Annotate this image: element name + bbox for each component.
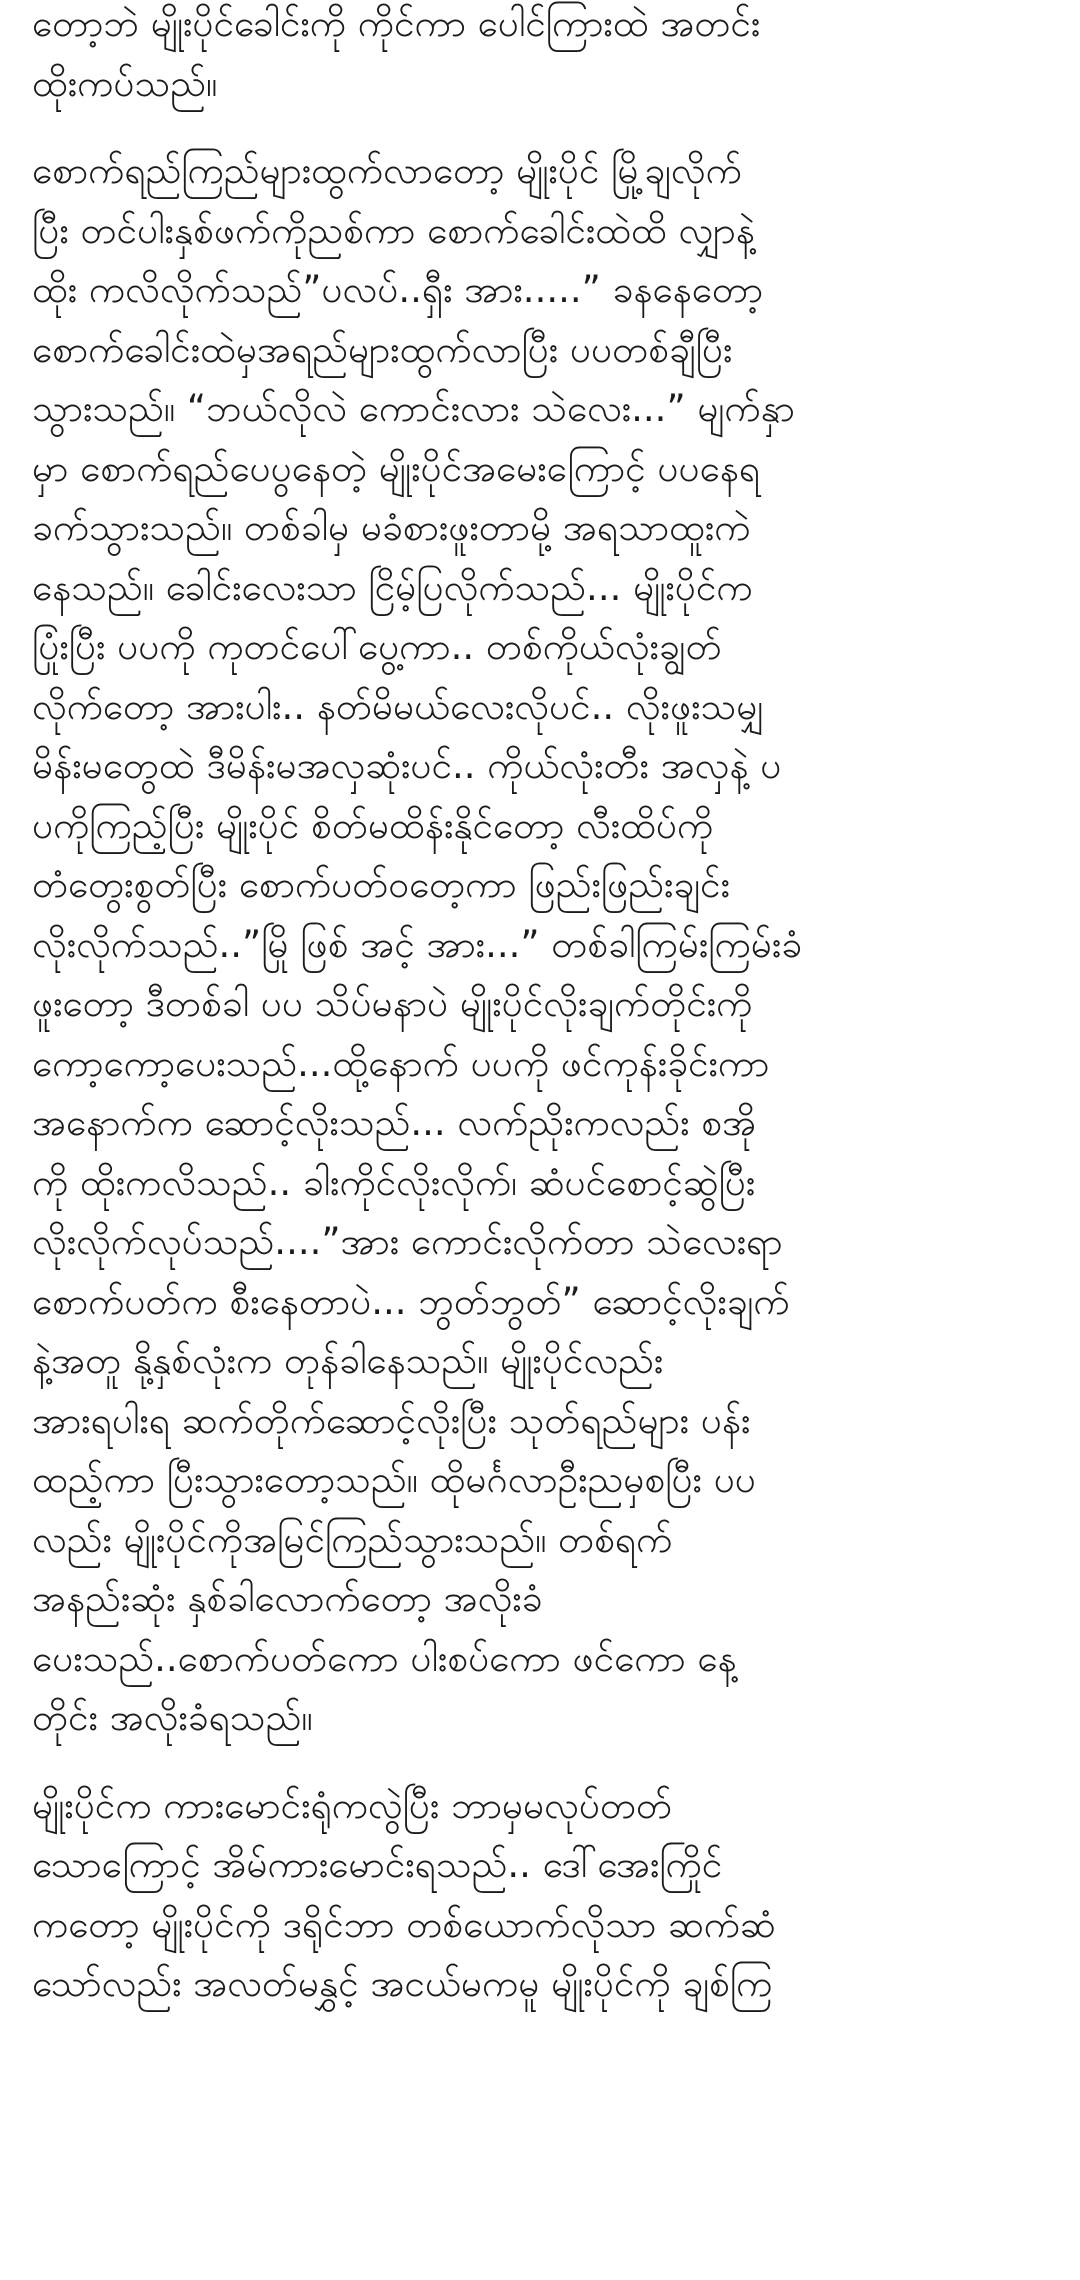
- story-line: နေသည်။ ခေါင်းလေးသာ ငြိမ့်ပြလိုက်သည်... မျိုးပိုင်က: [32, 565, 753, 609]
- story-paragraph: [32, 1776, 1052, 2014]
- story-line: လိုက်တော့ အားပါး.. နတ်မိမယ်လေးလိုပင်.. လိုးဖူးသမျှ: [32, 684, 765, 728]
- story-line: အနည်းဆုံး နှစ်ခါလောက်တော့ အလိုးခံ: [32, 1577, 543, 1620]
- story-paragraph: [32, 141, 1052, 1748]
- story-line: သောကြောင့် အိမ်ကားမောင်းရသည်.. ဒေါ်အေးကြိုင်: [32, 1843, 723, 1886]
- story-line: စောက်ရည်ကြည်များထွက်လာတော့ မျိုးပိုင် မြို့ချလိုက်: [32, 149, 742, 192]
- story-line: ကတော့ မျိုးပိုင်ကို ဒရိုင်ဘာ တစ်ယောက်လိုသာ ဆက်ဆံ: [32, 1902, 776, 1946]
- story-line: နဲ့အတူ နို့နှစ်လုံးက တုန်ခါနေသည်။ မျိုးပိုင်လည်း: [32, 1339, 664, 1382]
- story-line: ပကိုကြည့်ပြီး မျိုးပိုင် စိတ်မထိန်းနိုင်တော့ လီးထိပ်ကို: [32, 803, 714, 847]
- story-text: [32, 0, 1052, 2042]
- story-line: တိုင်း အလိုးခံရသည်။: [32, 1696, 313, 1739]
- story-line: ပြုံးပြီး ပပကို ကုတင်ပေါ်ပွေ့ကာ.. တစ်ကိုယ်လုံးချွတ်: [32, 625, 722, 668]
- story-line: စောက်ပတ်က စီးနေတာပဲ... ဘွတ်ဘွတ်” ဆောင့်လိုးချက်: [32, 1279, 790, 1323]
- story-line: သွားသည်။ “ဘယ်လိုလဲ ကောင်းလား သဲလေး...” မျက်နှာ: [32, 387, 795, 430]
- story-line: မျိုးပိုင်က ကားမောင်းရုံကလွဲပြီး ဘာမှမလုပ်တတ်: [32, 1783, 673, 1827]
- story-line: အားရပါးရ ဆက်တိုက်ဆောင့်လိုးပြီး သုတ်ရည်များ ပန်း: [32, 1398, 751, 1442]
- story-line: မိန်းမတွေထဲ ဒီမိန်းမအလှဆုံးပင်.. ကိုယ်လုံးတီး အလှနဲ့ ပ: [32, 744, 782, 787]
- story-line: လည်း မျိုးပိုင်ကိုအမြင်ကြည်သွားသည်။ တစ်ရက်: [32, 1517, 673, 1561]
- story-line: ပေးသည်..စောက်ပတ်ကော ပါးစပ်ကော ဖင်ကော နေ့: [32, 1636, 737, 1680]
- story-line: မှာ စောက်ရည်ပေပွနေတဲ့ မျိုးပိုင်အမေးကြောင့် ပပနေရ: [32, 446, 761, 490]
- story-line: တံတွေးစွတ်ပြီး စောက်ပတ်ဝတေ့ကာ ဖြည်းဖြည်းချင်း: [32, 863, 730, 906]
- story-line: ကို ထိုးကလိသည်.. ခါးကိုင်လိုးလိုက်၊ ဆံပင်စောင့်ဆွဲပြီး: [32, 1160, 756, 1204]
- story-line: ခက်သွားသည်။ တစ်ခါမှ မခံစားဖူးတာမို့ အရသာထူးကဲ: [32, 506, 751, 549]
- story-line: ထည့်ကာ ပြီးသွားတော့သည်။ ထိုမင်္ဂလာဦးညမှစပြီး ပပ: [32, 1458, 756, 1501]
- story-line: လိုးလိုက်သည်..”မြို ဖြစ် အင့် အား...” တစ်ခါကြမ်းကြမ်းခံ: [32, 922, 803, 966]
- story-line: သော်လည်း အလတ်မနွှင့် အငယ်မကမူ မျိုးပိုင်ကို ချစ်ကြ: [32, 1962, 773, 2005]
- story-line: တော့ဘဲ မျိုးပိုင်ခေါင်းကို ကိုင်ကာ ပေါင်ကြားထဲ အတင်း: [32, 2, 761, 45]
- story-line: ကော့ကော့ပေးသည်...ထို့နောက် ပပကို ဖင်ကုန်းခိုင်းကာ: [32, 1041, 770, 1085]
- story-line: လိုးလိုက်လုပ်သည်....”အား ကောင်းလိုက်တာ သဲလေးရာ: [32, 1220, 783, 1263]
- story-line: စောက်ခေါင်းထဲမှအရည်များထွက်လာပြီး ပပတစ်ချီပြီး: [32, 327, 733, 371]
- story-line: ထိုးကပ်သည်။: [32, 61, 218, 105]
- story-line: ထိုး ကလိလိုက်သည်”ပလပ်..ရှီး အား.....” ခနနေတော့: [32, 268, 764, 311]
- story-paragraph: [32, 0, 1052, 113]
- story-line: အနောက်က ဆောင့်လိုးသည်... လက်ညိုးကလည်း စအို: [32, 1101, 757, 1144]
- story-line: ဖူးတော့ ဒီတစ်ခါ ပပ သိပ်မနာပဲ မျိုးပိုင်လိုးချက်တိုင်းကို: [32, 982, 753, 1025]
- story-line: ပြီး တင်ပါးနှစ်ဖက်ကိုညစ်ကာ စောက်ခေါင်းထဲထိ လျှာနဲ့: [32, 208, 755, 252]
